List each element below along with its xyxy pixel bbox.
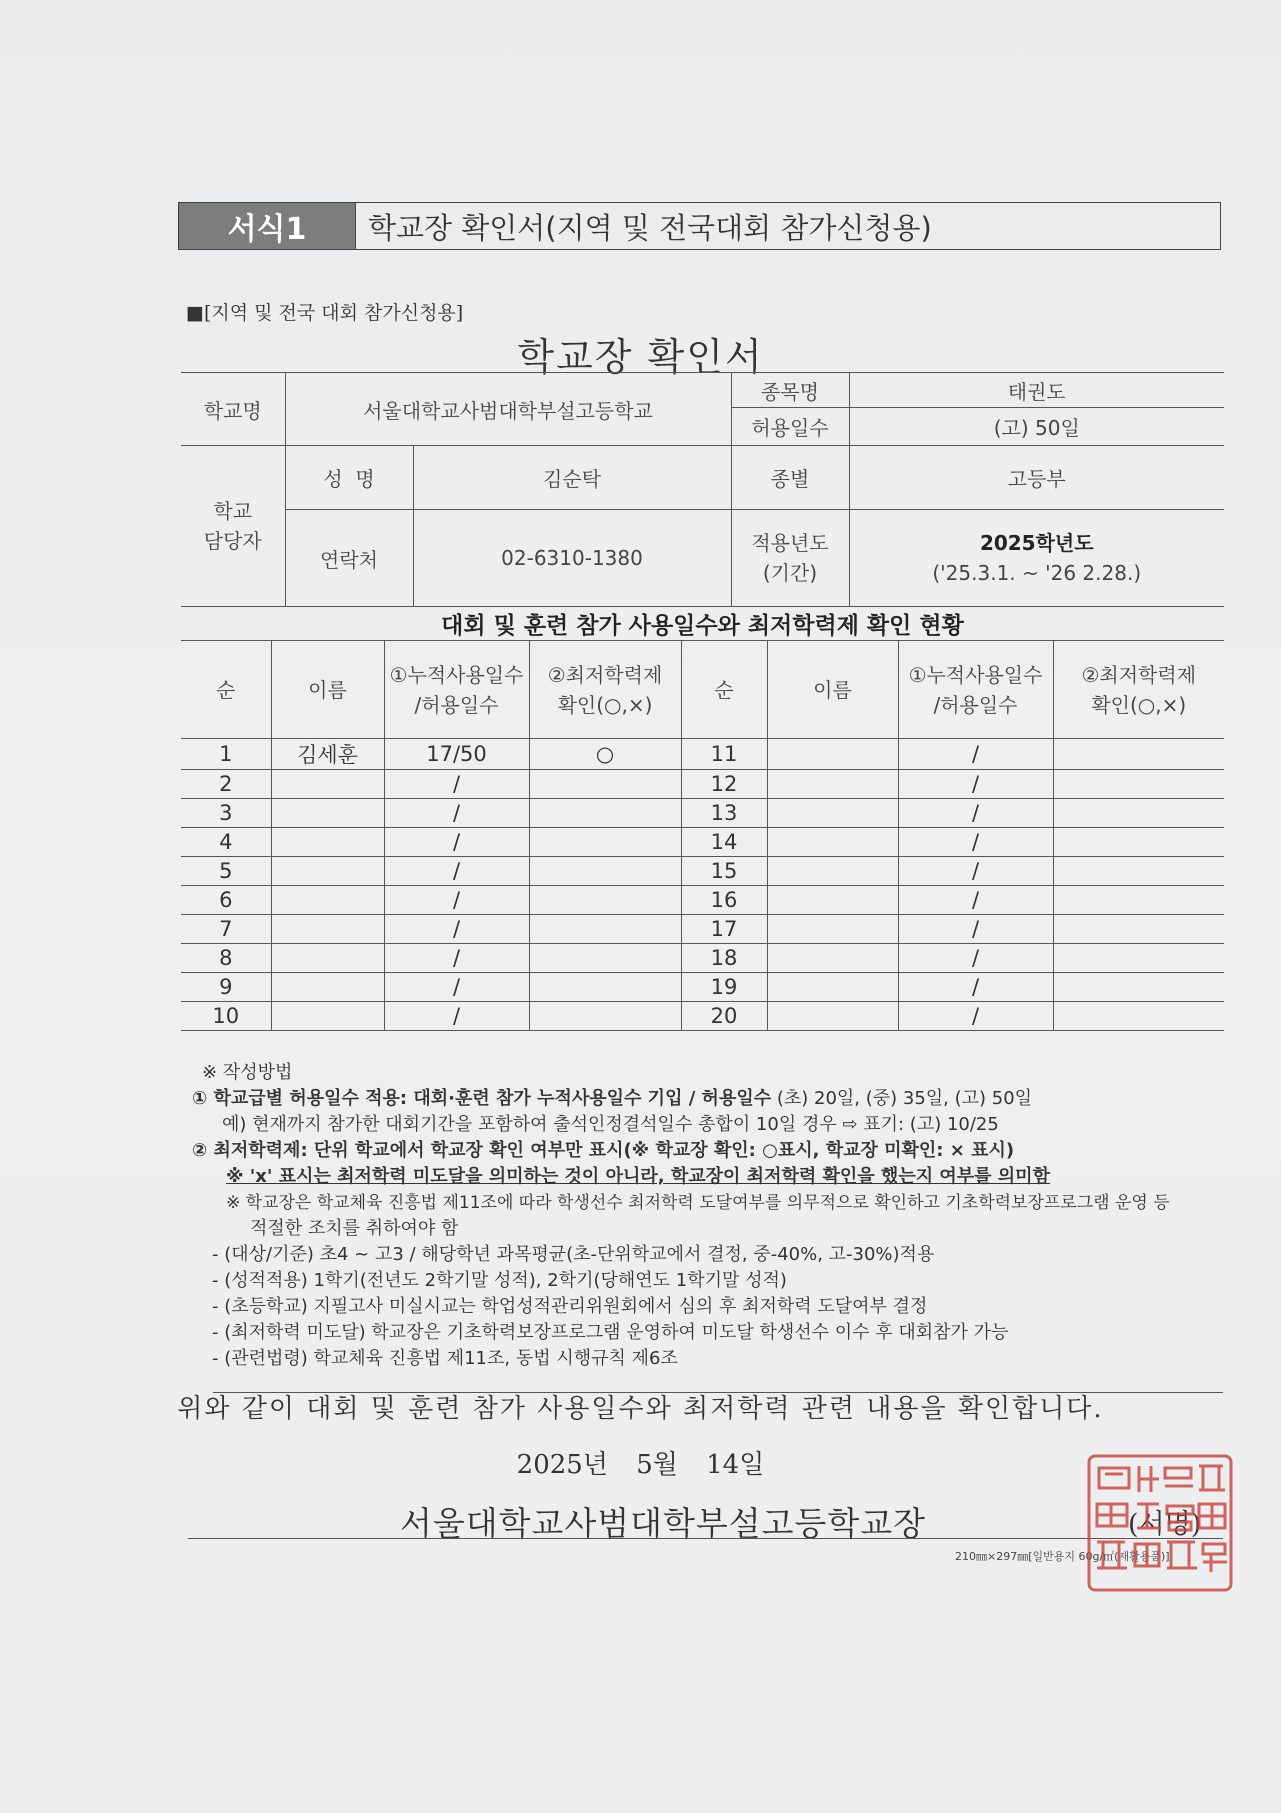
name-value: 김순탁 — [413, 446, 731, 510]
contact-label: 연락처 — [285, 510, 413, 607]
detail-3: - (초등학교) 지필고사 미실시교는 학업성적관리위원회에서 심의 후 최저학력 도달여부 결정 — [212, 1296, 928, 1317]
row-name — [767, 739, 898, 770]
row-no: 2 — [181, 770, 271, 799]
note-1-bold: ① 학교급별 허용일수 적용: 대회·훈련 참가 누적사용일수 기입 / 허용일수 — [192, 1088, 772, 1109]
row-no: 3 — [181, 799, 271, 828]
official-seal-stamp — [1085, 1452, 1235, 1594]
row-name — [767, 915, 898, 944]
confirmation-statement: 위와 같이 대회 및 훈련 참가 사용일수와 최저학력 관련 내용을 확인합니다. — [177, 1394, 1104, 1424]
row-days: / — [384, 828, 529, 857]
divider-bottom — [188, 1538, 1223, 1539]
table-row — [181, 973, 1224, 1002]
row-check — [529, 915, 681, 944]
row-name — [767, 857, 898, 886]
header-days-left: ①누적사용일수 /허용일수 — [384, 641, 529, 739]
row-no: 9 — [181, 973, 271, 1002]
document-date: 2025년 5월 14일 — [516, 1450, 765, 1480]
row-no: 18 — [681, 944, 767, 973]
row-name — [767, 770, 898, 799]
table-row — [181, 944, 1224, 973]
row-check — [529, 973, 681, 1002]
row-days: / — [384, 944, 529, 973]
header-no-right: 순 — [681, 641, 767, 739]
row-no: 11 — [681, 739, 767, 770]
row-check — [1053, 886, 1224, 915]
row-no: 19 — [681, 973, 767, 1002]
row-name — [767, 886, 898, 915]
row-no: 1 — [181, 739, 271, 770]
row-check — [529, 857, 681, 886]
header-name-right: 이름 — [767, 641, 898, 739]
allowed-days-label: 허용일수 — [731, 408, 849, 446]
event-value: 태권도 — [849, 373, 1224, 408]
note-2: ② 최저학력제: 단위 학교에서 학교장 확인 여부만 표시(※ 학교장 확인: ○표시, 학교장 미확인: × 표시) — [192, 1140, 1015, 1161]
note-2-remark-2a: ※ 학교장은 학교체육 진흥법 제11조에 따라 학생선수 최저학력 도달여부를 의무적으로 확인하고 기초학력보장프로그램 운영 등 — [226, 1193, 1170, 1213]
row-name — [271, 886, 384, 915]
event-label: 종목명 — [731, 373, 849, 408]
name-label: 성 명 — [285, 446, 413, 510]
detail-5: - (관련법령) 학교체육 진흥법 제11조, 동법 시행규칙 제6조 — [212, 1348, 678, 1369]
detail-1: - (대상/기준) 초4 ~ 고3 / 해당학년 과목평균(초-단위학교에서 결정, 중-40%, 고-30%)적용 — [212, 1244, 935, 1265]
row-name — [767, 944, 898, 973]
table-row — [181, 799, 1224, 828]
row-days: / — [384, 770, 529, 799]
allowed-days-value: (고) 50일 — [849, 408, 1224, 446]
note-1 — [192, 1086, 1232, 1112]
row-no: 12 — [681, 770, 767, 799]
row-days: / — [898, 857, 1053, 886]
note-1-example: 예) 현재까지 참가한 대회기간을 포함하여 출석인정결석일수 총합이 10일 경우 ⇨ 표기: (고) 10/25 — [222, 1114, 999, 1135]
row-check — [1053, 973, 1224, 1002]
form-title: 학교장 확인서(지역 및 전국대회 참가신청용) — [368, 210, 932, 245]
row-days: / — [898, 886, 1053, 915]
status-table — [181, 640, 1224, 1031]
note-1-rest: (초) 20일, (중) 35일, (고) 50일 — [771, 1088, 1033, 1109]
row-days: / — [384, 799, 529, 828]
table-row — [181, 915, 1224, 944]
row-name — [271, 770, 384, 799]
row-no: 20 — [681, 1002, 767, 1031]
form-header — [178, 202, 1221, 250]
year-cell — [849, 510, 1224, 607]
header-no-left: 순 — [181, 641, 271, 739]
row-days: / — [384, 915, 529, 944]
row-name — [271, 828, 384, 857]
row-no: 13 — [681, 799, 767, 828]
division-label: 종별 — [731, 446, 849, 510]
table-row — [181, 770, 1224, 799]
note-2-remark-1: ※ 'x' 표시는 최저학력 미도달을 의미하는 것이 아니라, 학교장이 최저학력 확인을 했는지 여부를 의미함 — [226, 1166, 1050, 1187]
row-days: / — [898, 944, 1053, 973]
row-check — [529, 828, 681, 857]
row-days: / — [384, 886, 529, 915]
row-check: ○ — [529, 739, 681, 770]
info-table — [181, 372, 1224, 607]
row-check — [1053, 770, 1224, 799]
row-check — [1053, 739, 1224, 770]
row-no: 14 — [681, 828, 767, 857]
row-check — [529, 799, 681, 828]
row-check — [529, 1002, 681, 1031]
row-no: 15 — [681, 857, 767, 886]
school-name-value: 서울대학교사범대학부설고등학교 — [285, 373, 731, 446]
row-name — [271, 1002, 384, 1031]
row-check — [1053, 944, 1224, 973]
row-days: / — [898, 915, 1053, 944]
row-name — [271, 944, 384, 973]
row-days: / — [384, 857, 529, 886]
detail-4: - (최저학력 미도달) 학교장은 기초학력보장프로그램 운영하여 미도달 학생선수 이수 후 대회참가 가능 — [212, 1322, 1009, 1343]
row-name — [271, 857, 384, 886]
table-row — [181, 1002, 1224, 1031]
table-row — [181, 857, 1224, 886]
header-name-left: 이름 — [271, 641, 384, 739]
row-no: 5 — [181, 857, 271, 886]
status-body — [181, 739, 1224, 1031]
row-no: 17 — [681, 915, 767, 944]
row-check — [529, 944, 681, 973]
table-row — [181, 886, 1224, 915]
row-name — [767, 973, 898, 1002]
detail-2: - (성적적용) 1학기(전년도 2학기말 성적), 2학기(당해연도 1학기말 성적) — [212, 1270, 787, 1291]
row-name — [271, 973, 384, 1002]
header-check-right: ②최저학력제 확인(○,×) — [1053, 641, 1224, 739]
principal-title: 서울대학교사범대학부설고등학교장 — [400, 1504, 927, 1543]
row-no: 8 — [181, 944, 271, 973]
row-check — [1053, 799, 1224, 828]
row-check — [1053, 1002, 1224, 1031]
header-days-right: ①누적사용일수 /허용일수 — [898, 641, 1053, 739]
row-no: 4 — [181, 828, 271, 857]
period-value: ('25.3.1. ~ '26 2.28.) — [932, 561, 1142, 585]
instructions — [192, 1060, 1232, 1372]
row-name: 김세훈 — [271, 739, 384, 770]
row-no: 7 — [181, 915, 271, 944]
row-no: 16 — [681, 886, 767, 915]
row-no: 10 — [181, 1002, 271, 1031]
year-value: 2025학년도 — [979, 531, 1094, 555]
table-row — [181, 828, 1224, 857]
row-days: / — [384, 973, 529, 1002]
header-check-left: ②최저학력제 확인(○,×) — [529, 641, 681, 739]
row-no: 6 — [181, 886, 271, 915]
row-days: / — [898, 828, 1053, 857]
row-check — [1053, 915, 1224, 944]
signature-mark: (서명) — [1128, 1509, 1202, 1540]
row-name — [271, 915, 384, 944]
year-label: 적용년도 (기간) — [731, 510, 849, 607]
row-name — [767, 828, 898, 857]
row-days: / — [898, 1002, 1053, 1031]
school-name-label: 학교명 — [181, 373, 285, 446]
division-value: 고등부 — [849, 446, 1224, 510]
paper-spec: 210㎜×297㎜[일반용지 60g/㎡(재활용품)] — [955, 1550, 1170, 1563]
row-days: / — [898, 973, 1053, 1002]
contact-value: 02-6310-1380 — [413, 510, 731, 607]
row-check — [1053, 857, 1224, 886]
row-check — [529, 886, 681, 915]
row-name — [271, 799, 384, 828]
row-days: / — [898, 770, 1053, 799]
row-days: / — [384, 1002, 529, 1031]
form-label: 서식1 — [179, 203, 356, 249]
table-row — [181, 739, 1224, 770]
row-name — [767, 799, 898, 828]
status-title: 대회 및 훈련 참가 사용일수와 최저학력제 확인 현황 — [441, 613, 964, 639]
document-title: 학교장 확인서 — [517, 335, 764, 379]
row-days: / — [898, 739, 1053, 770]
staff-label: 학교 담당자 — [181, 446, 285, 607]
row-name — [767, 1002, 898, 1031]
notes-heading: ※ 작성방법 — [202, 1062, 293, 1083]
section-label: ■[지역 및 전국 대회 참가신청용] — [186, 302, 464, 324]
row-days: / — [898, 799, 1053, 828]
row-check — [529, 770, 681, 799]
note-2-remark-2b: 적절한 조치를 취하여야 함 — [250, 1218, 459, 1239]
row-days: 17/50 — [384, 739, 529, 770]
row-check — [1053, 828, 1224, 857]
